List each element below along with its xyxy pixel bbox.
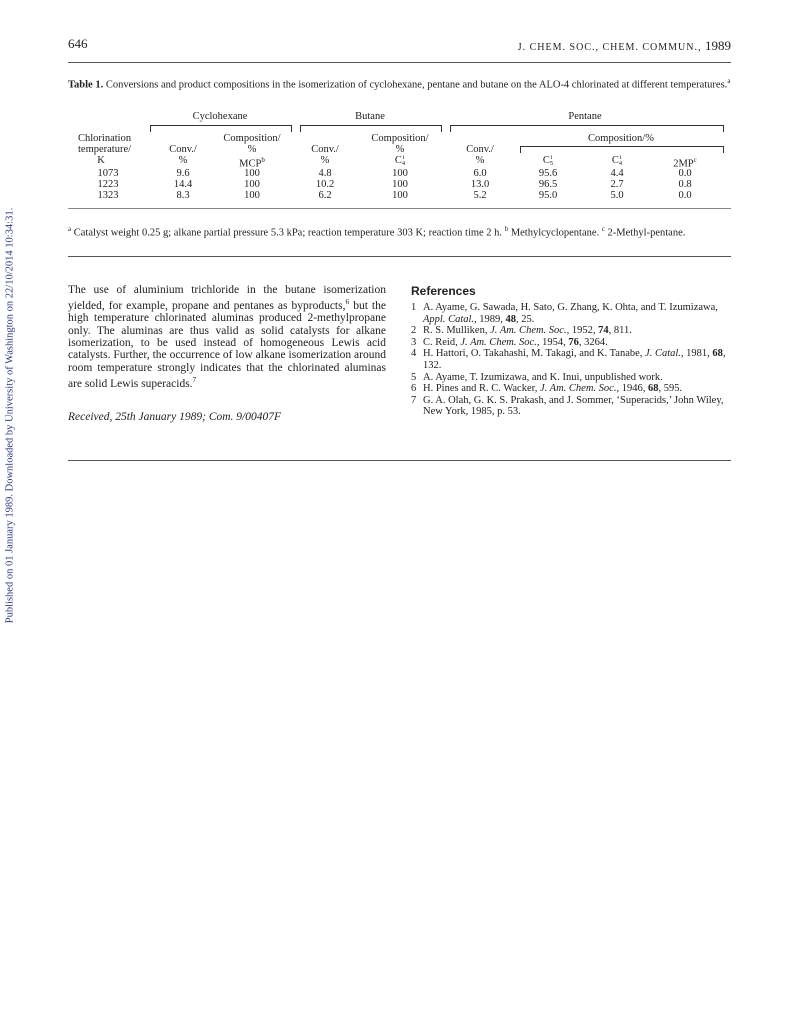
caption-text: Conversions and product compositions in the isomerization of cyclohexane, pentane and butane on the ALO-4 chlorinated at different temperatures. (105, 79, 728, 91)
footnote-c-text: 2-Methyl-pentane. (607, 227, 686, 239)
reference-journal: Appl. Catal. (423, 313, 475, 325)
footnote-c-mark: c (601, 225, 605, 233)
reference-year: , 1946, (616, 383, 648, 395)
mcp-label: MCP (239, 158, 262, 170)
reference-authors: A. Ayame, T. Izumizawa, and K. Inui, unpublished work. (423, 371, 663, 383)
reference-page: , 595. (658, 383, 683, 395)
table-bottom-rule (68, 208, 731, 209)
table-cell: 95.6 (538, 168, 558, 179)
brace-cyclohexane (150, 125, 292, 132)
footnote-b-text: Methylcyclopentane. (510, 227, 600, 239)
footnote-a-text: Catalyst weight 0.25 g; alkane partial pressure 5.3 kPa; reaction temperature 303 K; reaction time 2 h. (73, 227, 503, 239)
2mp-footnote-mark: c (693, 156, 697, 164)
header-but-conv-unit: % (320, 155, 330, 166)
table-cell: 100 (244, 168, 260, 179)
reference-year: , 1952, (566, 325, 599, 337)
reference-page: , 25. (516, 313, 535, 325)
reference-authors: H. Hattori, O. Takahashi, M. Takagi, and K. Tanabe, (423, 348, 646, 360)
header-cyc-comp (212, 133, 292, 170)
header-pen-conv (452, 144, 508, 166)
reference-item (411, 302, 731, 325)
table-cell: 100 (392, 190, 408, 201)
c5-sub: 5 (549, 160, 554, 167)
journal-name: J. CHEM. SOC., CHEM. COMMUN., (517, 42, 702, 53)
reference-authors: G. A. Olah, G. K. S. Prakash, and J. Sommer, ‘Superacids,’ John Wiley, New York, 1985, p. 53. (423, 394, 724, 418)
header-cyc-comp-unit: % (247, 144, 257, 155)
table-cell: 2.7 (610, 179, 624, 190)
table-cell: 0.8 (678, 179, 692, 190)
table-caption (68, 75, 731, 92)
table-cell: 6.2 (318, 190, 332, 201)
citation-6: 6 (345, 297, 350, 307)
pen-c4-sub: 4 (618, 160, 623, 167)
section-rule (68, 256, 731, 257)
reference-item (411, 325, 731, 337)
2mp-label: 2MP (673, 158, 694, 170)
reference-journal: J. Catal. (645, 348, 681, 360)
table-cell: 8.3 (176, 190, 190, 201)
header-chlorination-unit: K (97, 155, 105, 166)
header-but-comp-label: Composition/ (371, 133, 429, 144)
reference-number: 3 (411, 336, 417, 348)
reference-authors: R. S. Mulliken, (423, 325, 491, 337)
reference-volume: 48 (505, 313, 517, 325)
reference-number: 6 (411, 383, 417, 395)
reference-item (411, 395, 731, 418)
group-butane: Butane (355, 111, 385, 122)
table-footnote (68, 223, 731, 240)
brace-butane (300, 125, 442, 132)
c4-sup: i (402, 154, 405, 161)
pen-c4-sup: i (619, 154, 622, 161)
table-cell: 1323 (97, 190, 119, 201)
caption-footnote-mark: a (727, 77, 731, 85)
reference-year: , 1981, (680, 348, 713, 360)
group-pentane: Pentane (568, 111, 602, 122)
table-cell: 4.4 (610, 168, 624, 179)
table-cell: 14.4 (173, 179, 193, 190)
header-chlorination-line1: Chlorination (78, 133, 132, 144)
table-cell: 100 (244, 179, 260, 190)
header-cyc-conv-unit: % (178, 155, 188, 166)
reference-authors: C. Reid, (423, 336, 461, 348)
body-text-1: The use of aluminium trichloride in the butane isomerization yielded, for example, propane and pentanes as byproducts, (68, 284, 386, 313)
citation-7: 7 (192, 374, 197, 384)
reference-volume: 68 (712, 348, 723, 360)
body-text-2: but the high temperature chlorinated aluminas produced 2-methylpropane only. The aluminas are thus valid as solid catalysts for alkane isomerization, to be used instead of homogeneous Lewis acid catalysts. Further, the occurrence of low alkane isomerization around room temperature strongly indicates that the chlorinated aluminas are solid Lewis superacids. (68, 300, 386, 390)
header-cyc-conv (158, 144, 208, 166)
reference-item (411, 348, 731, 371)
references-list (411, 302, 731, 418)
header-but-comp-unit: % (395, 144, 405, 155)
table-cell: 0.0 (678, 190, 692, 201)
table-cell: 100 (392, 168, 408, 179)
header-cyc-comp-label: Composition/ (223, 133, 281, 144)
reference-journal: J. Am. Chem. Soc. (460, 336, 537, 348)
c5-letter: C (542, 155, 550, 166)
header-but-comp-c4 (360, 155, 440, 167)
table-cell: 13.0 (470, 179, 490, 190)
reference-item (411, 337, 731, 349)
c4-sub: 4 (401, 160, 406, 167)
table-cell: 100 (244, 190, 260, 201)
header-but-conv-label: Conv./ (311, 144, 339, 155)
header-but-conv (300, 144, 350, 166)
reference-journal: J. Am. Chem. Soc. (490, 325, 567, 337)
received-line: Received, 25th January 1989; Com. 9/00407F (68, 411, 282, 423)
table-cell: 10.2 (315, 179, 335, 190)
journal-header (518, 38, 731, 54)
reference-year: , 1954, (536, 336, 569, 348)
header-rule (68, 62, 731, 63)
journal-year: 1989 (705, 38, 731, 53)
table-cell: 1073 (97, 168, 119, 179)
reference-volume: 76 (568, 336, 579, 348)
reference-authors: H. Pines and R. C. Wacker, (423, 383, 540, 395)
reference-authors: A. Ayame, G. Sawada, H. Sato, G. Zhang, K. Ohta, and T. Izumizawa, (423, 302, 718, 313)
mcp-footnote-mark: b (261, 156, 265, 164)
header-chlorination-line2: temperature/ (78, 144, 132, 155)
table-cell: 9.6 (176, 168, 190, 179)
group-cyclohexane: Cyclohexane (192, 111, 248, 122)
bottom-rule (68, 460, 731, 461)
table-cell: 1223 (97, 179, 119, 190)
header-chlorination (78, 133, 158, 166)
reference-number: 1 (411, 302, 417, 313)
header-pen-comp: Composition/% (588, 133, 654, 144)
footnote-b-mark: b (504, 225, 509, 233)
reference-volume: 74 (598, 325, 609, 337)
pen-c4-letter: C (611, 155, 619, 166)
table-cell: 5.2 (473, 190, 487, 201)
header-pen-conv-unit: % (475, 155, 485, 166)
brace-pentane (450, 125, 724, 132)
body-paragraph (68, 284, 386, 390)
references-heading: References (411, 284, 476, 298)
table-cell: 95.0 (538, 190, 558, 201)
c5-sup: i (550, 154, 553, 161)
header-but-comp (360, 133, 440, 167)
page-number: 646 (68, 36, 88, 51)
table-cell: 96.5 (538, 179, 558, 190)
reference-page: , 3264. (578, 336, 608, 348)
table-cell: 0.0 (678, 168, 692, 179)
header-pen-c5 (523, 155, 573, 167)
brace-pentane-composition (520, 146, 724, 153)
header-pen-conv-label: Conv./ (466, 144, 494, 155)
table-cell: 6.0 (473, 168, 487, 179)
reference-number: 5 (411, 371, 417, 383)
reference-year: , 1989, (474, 313, 506, 325)
download-watermark: Published on 01 January 1989. Downloaded by University of Washington on 22/10/2014 10:34:31. (4, 207, 16, 624)
caption-label: Table 1. (68, 79, 104, 91)
reference-volume: 68 (647, 383, 659, 395)
reference-page: , 811. (608, 325, 632, 337)
reference-page: , 132. (423, 348, 726, 371)
reference-journal: J. Am. Chem. Soc. (539, 383, 617, 395)
header-pen-c4 (592, 155, 642, 167)
table-cell: 100 (392, 179, 408, 190)
table-cell: 5.0 (610, 190, 624, 201)
footnote-a-mark: a (68, 225, 72, 233)
reference-item (411, 383, 731, 395)
table-cell: 4.8 (318, 168, 332, 179)
reference-number: 4 (411, 348, 417, 360)
header-cyc-conv-label: Conv./ (169, 144, 197, 155)
reference-number: 2 (411, 325, 417, 337)
c4-letter: C (394, 155, 402, 166)
reference-number: 7 (411, 394, 417, 406)
reference-item (411, 372, 731, 384)
